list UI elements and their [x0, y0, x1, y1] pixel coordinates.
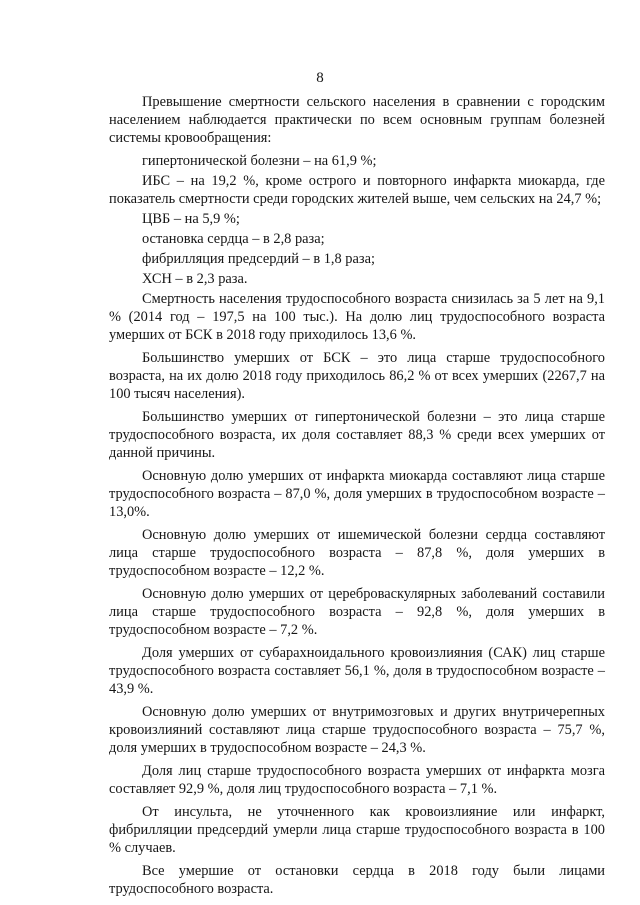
body-paragraph: Большинство умерших от гипертонической болезни – это лица старше трудоспособного возраста, их доля составляет 88,3 % среди всех умерших от данной причины.: [109, 409, 605, 461]
body-paragraph: Доля умерших от субарахноидального кровоизлияния (САК) лиц старше трудоспособного возраста составляет 56,1 %, доля в трудоспособном возрасте – 43,9 %.: [109, 645, 605, 697]
body-paragraph: Все умершие от остановки сердца в 2018 году были лицами трудоспособного возраста.: [109, 863, 605, 897]
body-paragraph: Основную долю умерших от цереброваскулярных заболеваний составили лица старше трудоспособного возраста – 92,8 %, доля умерших в трудоспособном возрасте – 7,2 %.: [109, 586, 605, 638]
disease-list: [109, 152, 605, 288]
intro-paragraph: Превышение смертности сельского населения в сравнении с городским населением наблюдается практически по всем основным группам болезней системы кровообращения:: [109, 94, 605, 146]
page-number: 8: [316, 70, 324, 86]
body-paragraph: Основную долю умерших от инфаркта миокарда составляют лица старше трудоспособного возраста – 87,0 %, доля умерших в трудоспособном возрасте – 13,0%.: [109, 468, 605, 520]
body-paragraph: Основную долю умерших от внутримозговых и других внутричерепных кровоизлияний составляют лица старше трудоспособного возраста – 75,7 %, доля умерших в трудоспособном возрасте – 24,3 %.: [109, 704, 605, 756]
body-paragraph: От инсульта, не уточненного как кровоизлияние или инфаркт, фибрилляции предсердий умерли лица старше трудоспособного возраста в 100 % случаев.: [109, 804, 605, 856]
document-body: [109, 93, 605, 903]
body-paragraph: Основную долю умерших от ишемической болезни сердца составляют лица старше трудоспособного возраста – 87,8 %, доля умерших в трудоспособном возрасте – 12,2 %.: [109, 527, 605, 579]
list-item: остановка сердца – в 2,8 раза;: [142, 231, 325, 247]
body-paragraph: Большинство умерших от БСК – это лица старше трудоспособного возраста, на их долю 2018 году приходилось 86,2 % от всех умерших (2267,7 на 100 тысяч населения).: [109, 350, 605, 402]
list-item: фибрилляция предсердий – в 1,8 раза;: [142, 251, 375, 267]
list-item: ИБС – на 19,2 %, кроме острого и повторного инфаркта миокарда, где показатель смертности среди городских жителей выше, чем сельских на 24,7 %;: [109, 173, 605, 207]
body-paragraph: Доля лиц старше трудоспособного возраста умерших от инфаркта мозга составляет 92,9 %, доля лиц трудоспособного возраста – 7,1 %.: [109, 763, 605, 797]
list-item: гипертонической болезни – на 61,9 %;: [142, 153, 377, 169]
body-paragraph: Смертность населения трудоспособного возраста снизилась за 5 лет на 9,1 % (2014 год – 197,5 на 100 тыс.). На долю лиц трудоспособного возраста умерших от БСК в 2018 году приходилось 13,6 %.: [109, 291, 605, 343]
list-item: ХСН – в 2,3 раза.: [142, 271, 248, 287]
list-item: ЦВБ – на 5,9 %;: [142, 211, 240, 227]
